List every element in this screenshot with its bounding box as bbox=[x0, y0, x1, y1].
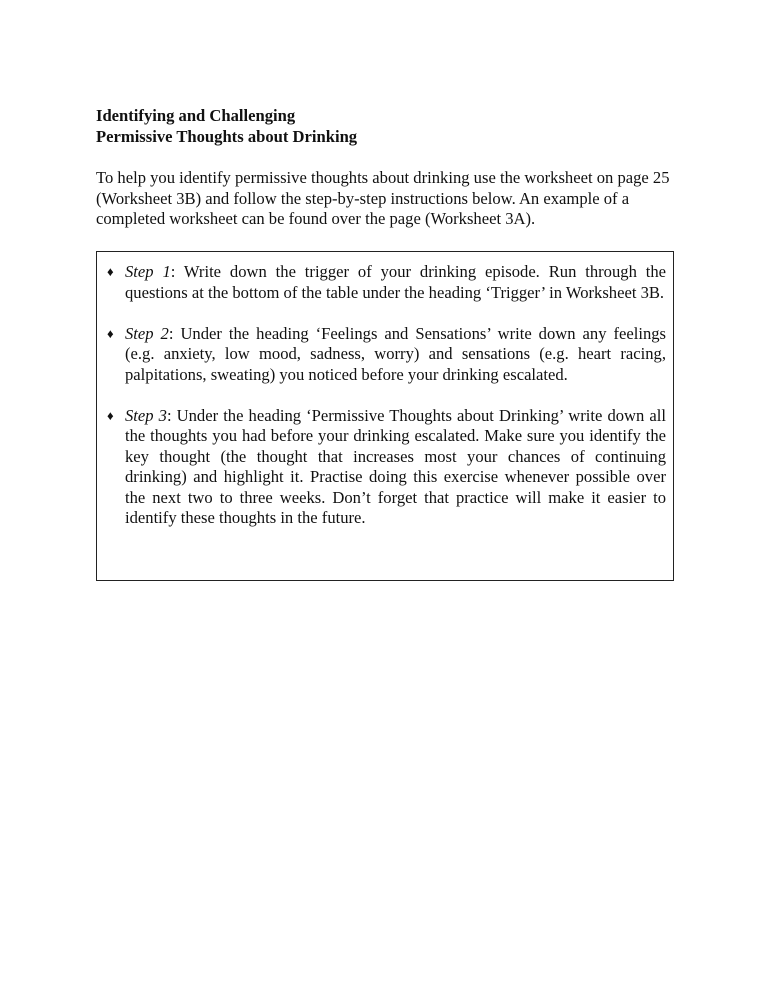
step-text: : Write down the trigger of your drinking episode. Run through the questions at the bottom of the table under the heading ‘Trigger’ in Worksheet 3B. bbox=[125, 262, 667, 302]
step-text: : Under the heading ‘Feelings and Sensations’ write down any feelings (e.g. anxiety, low mood, sadness, worry) and sensations (e.g. heart racing, palpitations, sweating) you noticed before your drinking escalated. bbox=[125, 323, 666, 384]
steps-list bbox=[107, 262, 666, 549]
step-item-2 bbox=[107, 324, 666, 386]
step-label: Step 1 bbox=[125, 262, 171, 281]
diamond-bullet-icon: ♦ bbox=[107, 407, 114, 423]
step-text: : Under the heading ‘Permissive Thoughts about Drinking’ write down all the thoughts you had before your drinking escalated. Make sure you identify the key thought (the thought that increases most your chances of continuing drinking) and highlight it. Practise doing this exercise whenever possible over the next two to three weeks. Don’t forget that practice will make it easier to identify these thoughts in the future. bbox=[125, 405, 667, 527]
steps-box bbox=[96, 251, 674, 581]
step-label: Step 3 bbox=[125, 405, 167, 425]
step-item-3 bbox=[107, 406, 666, 529]
step-item-1 bbox=[107, 262, 666, 303]
diamond-bullet-icon: ♦ bbox=[107, 325, 114, 341]
document-page bbox=[96, 105, 676, 527]
intro-paragraph: To help you identify permissive thoughts about drinking use the worksheet on page 25 (Worksheet 3B) and follow the step-by-step instructions below. An example of a completed worksheet can be found over the page (Worksheet 3A). bbox=[96, 168, 670, 228]
diamond-bullet-icon: ♦ bbox=[107, 264, 114, 279]
title-line-1: Identifying and Challenging bbox=[96, 106, 296, 125]
title-line-2: Permissive Thoughts about Drinking bbox=[96, 127, 358, 146]
step-label: Step 2 bbox=[125, 323, 169, 343]
document-title bbox=[96, 105, 676, 147]
